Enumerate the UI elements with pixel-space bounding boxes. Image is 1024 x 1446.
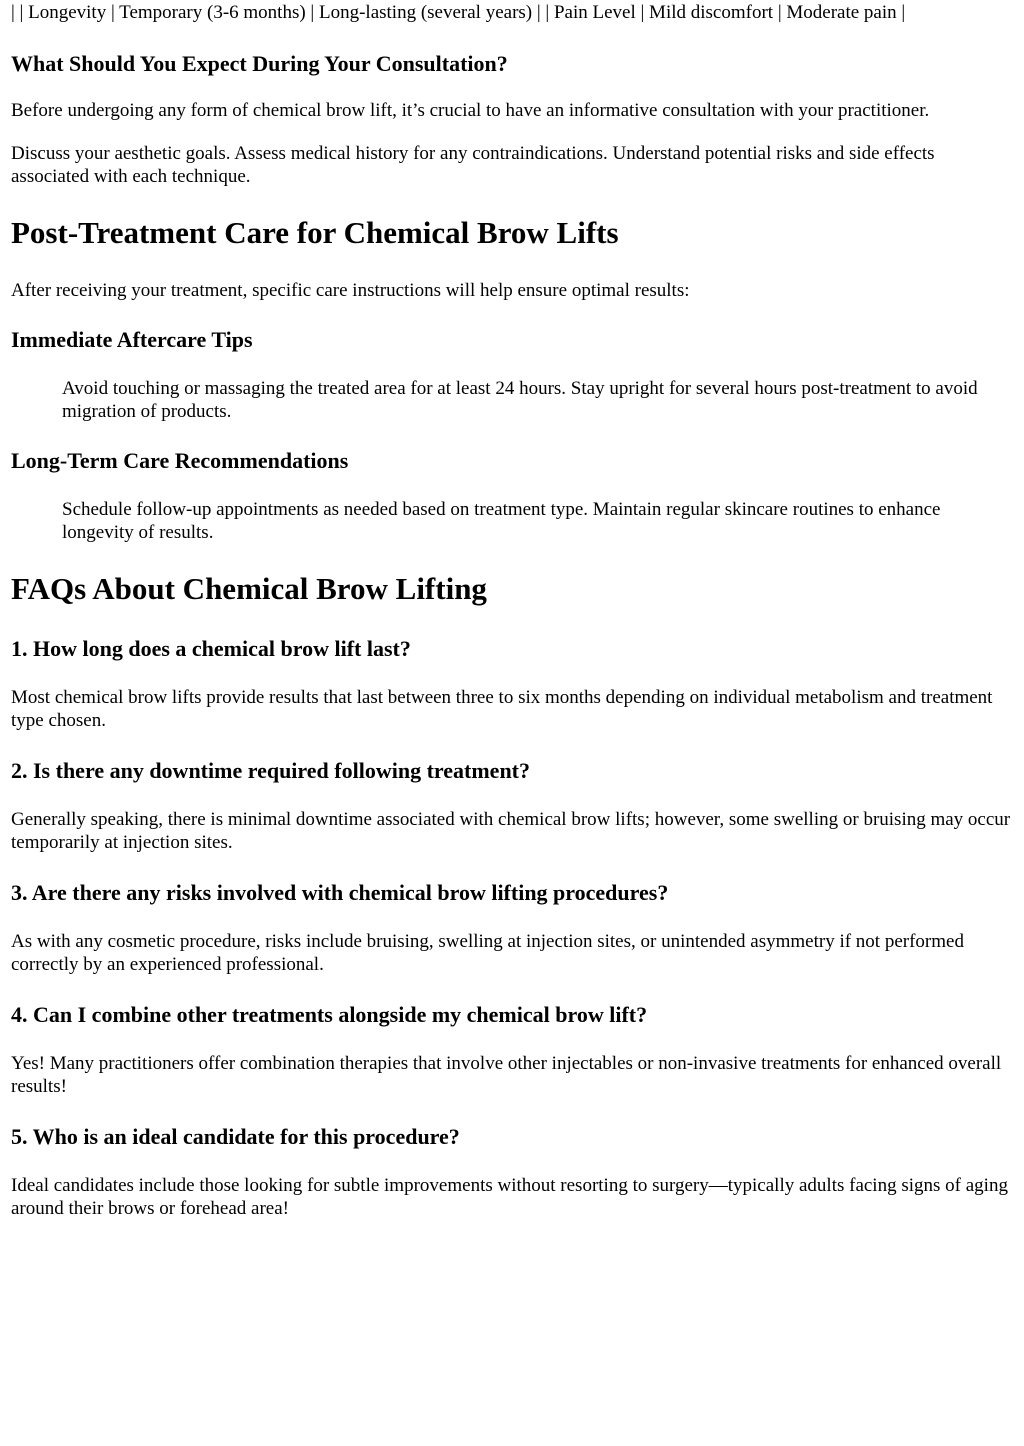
- faq-answer: As with any cosmetic procedure, risks include bruising, swelling at injection sites, or unintended asymmetry if not performed correctly by an experienced professional.: [11, 931, 964, 975]
- post-treatment-heading: Post-Treatment Care for Chemical Brow Lifts: [11, 215, 619, 250]
- faq-question: 4. Can I combine other treatments alongside my chemical brow lift?: [11, 1002, 648, 1027]
- faq-item: [11, 1002, 1013, 1098]
- consultation-heading: What Should You Expect During Your Consultation?: [11, 51, 508, 76]
- consultation-intro: Before undergoing any form of chemical brow lift, it’s crucial to have an informative consultation with your practitioner.: [11, 100, 930, 121]
- comparison-table-row: | | Longevity | Temporary (3-6 months) | Long-lasting (several years) | | Pain Level | Mild discomfort | Moderate pain |: [11, 2, 906, 23]
- faq-question: 5. Who is an ideal candidate for this procedure?: [11, 1124, 460, 1149]
- faqs-heading: FAQs About Chemical Brow Lifting: [11, 571, 487, 606]
- faq-item: [11, 636, 1013, 732]
- post-treatment-intro: After receiving your treatment, specific care instructions will help ensure optimal results:: [11, 280, 690, 301]
- longterm-care-text: Schedule follow-up appointments as needed based on treatment type. Maintain regular skincare routines to enhance longevity of results.: [62, 499, 941, 543]
- faq-question: 2. Is there any downtime required following treatment?: [11, 758, 531, 783]
- consultation-details: Discuss your aesthetic goals. Assess medical history for any contraindications. Understand potential risks and side effects associated with each technique.: [11, 143, 935, 187]
- faq-question: 3. Are there any risks involved with chemical brow lifting procedures?: [11, 880, 669, 905]
- faq-answer: Most chemical brow lifts provide results that last between three to six months depending on individual metabolism and treatment type chosen.: [11, 687, 993, 731]
- faq-question: 1. How long does a chemical brow lift last?: [11, 636, 411, 661]
- faq-answer: Ideal candidates include those looking for subtle improvements without resorting to surgery—typically adults facing signs of aging around their brows or forehead area!: [11, 1175, 1008, 1219]
- immediate-aftercare-text: Avoid touching or massaging the treated area for at least 24 hours. Stay upright for several hours post-treatment to avoid migration of products.: [62, 378, 978, 422]
- faq-item: [11, 880, 1013, 976]
- longterm-care-heading: Long-Term Care Recommendations: [11, 448, 349, 473]
- faq-list: [11, 636, 1013, 1220]
- faq-item: [11, 758, 1013, 854]
- faq-answer: Yes! Many practitioners offer combination therapies that involve other injectables or non-invasive treatments for enhanced overall results!: [11, 1053, 1002, 1097]
- immediate-aftercare-heading: Immediate Aftercare Tips: [11, 327, 253, 352]
- faq-item: [11, 1124, 1013, 1220]
- faq-answer: Generally speaking, there is minimal downtime associated with chemical brow lifts; however, some swelling or bruising may occur temporarily at injection sites.: [11, 809, 1011, 853]
